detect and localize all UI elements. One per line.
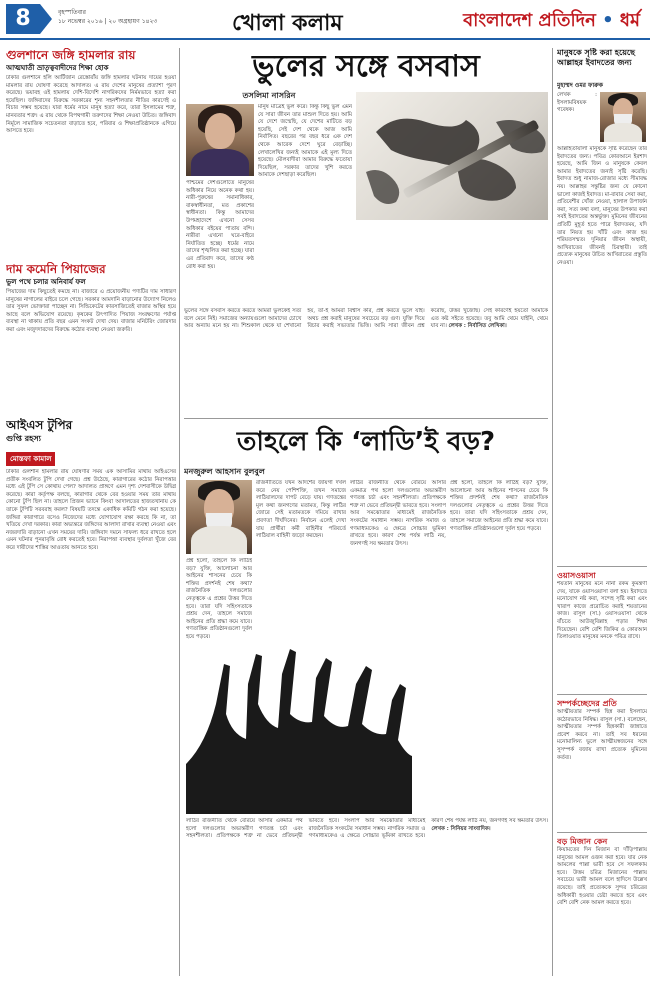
second-headline: তাহলে কি ‘লাডি’ই বড়? [236,427,496,457]
right-article-1-author: মুহাম্মদ ওমর ফারুক [557,82,603,89]
column-rule [552,48,553,976]
right-article-1-headline: মানুষকে সৃষ্টি করা হয়েছে আল্লাহর ইবাদতের জন্য [557,48,635,67]
second-author-block [184,466,304,478]
left-article-1 [6,48,176,258]
date-line [58,8,157,26]
page-header [0,0,650,40]
right-article-1-body-a [557,92,597,144]
section-title: খোলা কলাম [232,11,343,36]
main-body-2: পশ্চিমের দেশগুলোতে মানুষের অধিকার নিয়ে অনেক কথা হয়। নারী-পুরুষের সমানাধিকার, বাকস্বাধীনতা, মত প্রকাশের স্বাধীনতা। কিন্তু আমাদের উপমহাদেশে এখনো সেসব অধিকার বইয়ের পাতায় বন্দি। নারীরা এখনো ঘরে-বাইরে নির্যাতিত হচ্ছে। ধর্মের নামে তাদের শৃঙ্খলিত করা হচ্ছে। যারা এর প্রতিবাদ করে, তাদের কণ্ঠ রোধ করা হয়। [186,180,254,270]
author-portrait-icon [186,104,254,176]
arrow-right-icon [40,4,52,34]
left-article-2-subhead: ভুল পথে চলার অনিবার্য ফল [6,278,86,286]
main-author-block [184,90,354,102]
section-rule [184,418,548,419]
right-article-2-body: শয়তান মানুষের মনে নানা রকম কুমন্ত্রণা দেয়, যাকে ওয়াসওয়াসা বলা হয়। ইবাদতে মনোযোগ নষ্ট করা, সন্দেহ সৃষ্টি করা এবং খারাপ কাজে প্ররোচিত করাই শয়তানের কাজ। রাসুল (সা.) ওয়াসওয়াসা থেকে বাঁচতে আউজুবিল্লাহ পড়ার শিক্ষা দিয়েছেন। বেশি বেশি জিকির ও কোরআন তিলাওয়াত মানুষের মনকে পবিত্র রাখে। [557,581,647,641]
date-label: ১৮ নভেম্বর ২০১৬ | ২০ অগ্রহায়ণ ১৪২৩ [58,18,158,25]
masthead [463,6,640,37]
right-article-3-headline: সম্পর্কচ্ছেদের প্রতি [557,699,617,708]
column-body: ঢাকার গুলশান হামলার রায় ঘোষণার সময় এক আসামির মাথায় আইএসের প্রতীক সংবলিত টুপি দেখা গেছে। প্রশ্ন উঠেছে, কারাগারের কঠোর নিরাপত্তার মধ্যে এই টুপি সে কোথায় পেল? আদালত প্রাঙ্গণে এমন দৃশ্য দেশবাসীকে উদ্বিগ্ন করেছে। কারা কর্তৃপক্ষ বলছে, কারাগার থেকে বের হওয়ার সময় তার মাথায় কোনো টুপি ছিল না। তাহলে প্রিজন ভ্যানে কিংবা আদালতের হাজতখানায় কে তাকে টুপিটি সরবরাহ করল? বিষয়টি তদন্তে একাধিক কমিটি গঠন করা হয়েছে। জঙ্গিরা কারাগারে বসেও নিজেদের মধ্যে যোগাযোগ রক্ষা করছে কি না, তা খতিয়ে দেখা দরকার। কারা অভ্যন্তরে জঙ্গিদের আলাদা রাখার ব্যবস্থা নেওয়া এবং নজরদারি বাড়ানো এখন সময়ের দাবি। জঙ্গিবাদ দমনে সাফল্য ধরে রাখতে হলে এমন ঘটনার পুনরাবৃত্তি রোধ করতেই হবে। নিরাপত্তা ব্যবস্থার দুর্বলতা খুঁজে বের করে দায়ীদের শাস্তির আওতায় আনতে হবে। [6,469,176,551]
right-article-3 [557,698,647,828]
right-rule [557,566,647,567]
second-body-2: প্রশ্ন হলো, তাহলে কি লাঠিই বড়? যুক্তি, আলোচনা আর আইনের শাসনের চেয়ে কি শক্তির প্রদর্শনই শেষ কথা? রাজনৈতিক দলগুলোর নেতৃত্বকে এ প্রশ্নের উত্তর দিতে হবে। তারা যদি সহিংসতাকে প্রশ্রয় দেন, তাহলে সমাজে আইনের প্রতি শ্রদ্ধা কমে যাবে। গণতান্ত্রিক প্রতিষ্ঠানগুলো দুর্বল হয়ে পড়বে। [186,558,252,640]
right-article-2 [557,570,647,690]
main-body-1: মানুষ মাত্রেই ভুল করে। কিন্তু কিছু ভুল এমন যে সারা জীবন তার মাশুল দিতে হয়। আমি যে দেশে জন্মেছি, যে দেশের মাটিতে বড় হয়েছি, সেই দেশ থেকে আজ আমি নির্বাসিত। বছরের পর বছর ধরে এক দেশ থেকে আরেক দেশে ঘুরে বেড়াচ্ছি। লেখালেখির জন্যই আমাকে এই মূল্য দিতে হয়েছে। মৌলবাদীরা আমার বিরুদ্ধে ফতোয়া দিয়েছিল, সরকার তাদের খুশি করতে আমাকে দেশছাড়া করেছিল। [258,104,352,179]
right-article-3-body: আত্মীয়তার সম্পর্ক ছিন্ন করা ইসলামে কঠোরভাবে নিষিদ্ধ। রাসুল (সা.) বলেছেন, আত্মীয়তার সম্পর্ক ছিন্নকারী জান্নাতে প্রবেশ করবে না। তাই সব ধরনের মনোমালিন্য ভুলে আত্মীয়স্বজনের সঙ্গে সুসম্পর্ক বজায় রাখা প্রত্যেক মুমিনের কর্তব্য। [557,709,647,761]
left-article-2 [6,262,176,412]
right-article-4-body: কিয়ামতের দিন মিজান বা দাঁড়িপাল্লায় মানুষের আমল ওজন করা হবে। যার নেক আমলের পাল্লা ভারী হবে সে সফলকাম হবে। উত্তম চরিত্র মিজানের পাল্লায় সবচেয়ে ভারী আমল বলে হাদিসে উল্লেখ রয়েছে। তাই প্রত্যেককে সুন্দর চরিত্রের অধিকারী হওয়ার চেষ্টা করতে হবে এবং বেশি বেশি নেক আমল করতে হবে। [557,847,647,907]
column-title: আইএস টুপির [6,418,73,432]
main-signature: লেখক : নির্বাসিত লেখিকা। [448,323,507,330]
right-rule [557,832,647,833]
second-body-5-text: লাঠির রাজনীতি থেকে বেরিয়ে আসার একমাত্র পথ হলো দলগুলোর অভ্যন্তরীণ গণতন্ত্র চর্চা এবং সহনশীলতা। প্রতিপক্ষকে শত্রু না ভেবে প্রতিদ্বন্দ্বী ভাবতে হবে। সংলাপ আর সমঝোতার মাধ্যমেই রাজনৈতিক সংকটের সমাধান সম্ভব। নাগরিক সমাজ ও গণমাধ্যমকেও এ ক্ষেত্রে সোচ্চার ভূমিকা রাখতে হবে। কারণ শেষ পর্যন্ত লাঠি নয়, জনগণই সব ক্ষমতার উৎস। [186,818,548,840]
left-article-2-body: পিয়াজের দাম কিছুতেই কমছে না। বাজারে এ প্রয়োজনীয় পণ্যটির দাম সাধারণ মানুষের নাগালের বাইরে চলে গেছে। সরকার আমদানি বাড়ানোর উদ্যোগ নিলেও তার সুফল ভোক্তারা পাচ্ছেন না। সিন্ডিকেটের কারসাজিতেই বাজার অস্থির হয়ে আছে বলে অভিযোগ রয়েছে। কৃষকের উৎপাদিত পিয়াজ সংরক্ষণের পর্যাপ্ত ব্যবস্থা না থাকায় প্রতি বছর এমন সংকট দেখা দেয়। বাজার মনিটরিং জোরদার করা এবং মজুদদারদের বিরুদ্ধে কঠোর ব্যবস্থা নেওয়া জরুরি। [6,289,176,333]
author-portrait-3-icon [600,92,646,142]
right-article-2-headline: ওয়াসওয়াসা [557,571,596,580]
second-author: মনজুরুল আহসান বুলবুল [184,467,265,476]
right-article-1-body: আল্লাহতায়ালা মানুষকে সৃষ্টি করেছেন তাঁর ইবাদতের জন্য। পবিত্র কোরআনে ইরশাদ হয়েছে, আমি জিন ও মানুষকে কেবল আমার ইবাদতের জন্যই সৃষ্টি করেছি। ইবাদত শুধু নামাজ-রোজার মধ্যে সীমাবদ্ধ নয়। আল্লাহর সন্তুষ্টির জন্য যে কোনো ভালো কাজই ইবাদত। মা-বাবার সেবা করা, প্রতিবেশীর খোঁজ নেওয়া, হালাল উপার্জন করা, সত্য কথা বলা, মানুষের উপকার করা সবই ইবাদতের অন্তর্ভুক্ত। মুমিনের জীবনের প্রতিটি মুহূর্ত হতে পারে ইবাদতময়, যদি তার নিয়ত হয় খাঁটি এবং কাজ হয় শরিয়তসম্মত। দুনিয়ার জীবন অস্থায়ী, আখিরাতের জীবনই চিরস্থায়ী। তাই প্রত্যেক মানুষের উচিত আখিরাতের প্রস্তুতি নেওয়া। [557,146,647,266]
right-article-4 [557,836,647,976]
right-article-4-headline: বড় মিজান কেন [557,837,608,846]
right-article-1-headline-block [557,48,647,78]
main-body-3 [184,308,548,412]
second-body-5 [186,818,548,976]
masthead-section: ধর্ম [619,10,640,31]
right-article-1-body-a-text: লেখক : ইসলামবিষয়ক গবেষক। [557,92,597,114]
left-article-1-body: ঢাকার গুলশানে হলি আর্টিজান রেস্তোরাঁয় জঙ্গি হামলার ঘটনায় দায়ের হওয়া মামলার রায় ঘোষণা করেছে আদালত। এ রায় দেশের মানুষের প্রত্যাশা পূরণ করেছে। ভয়াবহ ওই হামলায় দেশি-বিদেশি নাগরিকদের নির্মমভাবে হত্যা করা হয়েছিল। জঙ্গিবাদের বিরুদ্ধে সরকারের শূন্য সহনশীলতার নীতির কারণেই এ বিচার সম্ভব হয়েছে। যারা ধর্মের নামে মানুষ হত্যা করে, তারা ইসলামের শত্রু, মানবতার শত্রু। এ রায় থেকে বিপথগামী তরুণদের শিক্ষা নেওয়া উচিত। জঙ্গিবাদ নির্মূলে সামাজিক সচেতনতা বাড়াতে হবে, পরিবার ও শিক্ষাপ্রতিষ্ঠানকে এগিয়ে আসতে হবে। [6,75,176,135]
left-article-1-subhead: আত্মঘাতী ভ্রাতৃত্ববাদীদের শিক্ষা হোক [6,64,109,72]
main-body-3-text: ভুলের সঙ্গে বসবাস করতে করতে আমরা ভুলকেই সত্য বলে মেনে নিই। সমাজের অন্যায়গুলো আমাদের চোখে আর অন্যায় মনে হয় না। শিশুকাল থেকে যা শেখানো হয়, তা-ই আমরা বিশ্বাস করি, প্রশ্ন করতে ভুলে যাই। অথচ প্রশ্ন করাই মানুষের সবচেয়ে বড় গুণ। যুক্তি দিয়ে বিচার করাই সভ্যতার ভিত্তি। আমি সারা জীবন প্রশ্ন করেছি, উত্তর খুঁজেছি। সেই কারণেই হয়তো আমাকে এত কষ্ট সইতে হয়েছে। তবু আমি থেমে যাইনি, থেমে যাব না। [184,308,548,330]
masthead-name: বাংলাদেশ প্রতিদিন [463,10,596,31]
second-body-4-text: প্রশ্ন হলো, তাহলে কি লাঠিই বড়? যুক্তি, আলোচনা আর আইনের শাসনের চেয়ে কি শক্তির প্রদর্শনই শেষ কথা? রাজনৈতিক দলগুলোর নেতৃত্বকে এ প্রশ্নের উত্তর দিতে হবে। তারা যদি সহিংসতাকে প্রশ্রয় দেন, তাহলে সমাজে আইনের প্রতি শ্রদ্ধা কমে যাবে। গণতান্ত্রিক প্রতিষ্ঠানগুলো দুর্বল হয়ে পড়বে। [450,480,548,532]
left-column-article [6,418,176,978]
main-author: তসলিমা নাসরিন [242,91,296,100]
masthead-separator: • [602,10,614,31]
second-body-1: রাজনীতিতে যখন আদর্শের জায়গা দখল করে নেয় পেশিশক্তি, তখন সমাজে লাঠিয়ালদের দাপট বেড়ে যায়। গণতন্ত্রের মূল কথা জনগণের মতামত, কিন্তু লাঠির জোরে সেই মতামতকে দমিয়ে রাখার প্রবণতা দীর্ঘদিনের। নির্বাচন এলেই দেখা যায় প্রার্থীরা কর্মী বাহিনীর পরিবর্তে লাঠিয়াল বাহিনী জড়ো করছেন। [256,480,346,540]
left-article-2-headline: দাম কমেনি পিয়াজের [6,262,106,276]
right-rule [557,694,647,695]
column-author: মোস্তফা কামাল [6,452,55,466]
page-number: 8 [6,4,40,34]
second-body-4 [450,480,548,814]
second-signature: লেখক : সিনিয়র সাংবাদিক। [431,825,491,832]
world-map-icon [356,92,548,220]
left-article-1-headline: গুলশানে জঙ্গি হামলার রায় [6,48,136,62]
world-map-pen-photo-icon [356,92,548,220]
author-portrait-2-icon [186,480,252,554]
second-headline-block [184,424,548,464]
main-headline: ভুলের সঙ্গে বসবাস [252,49,480,84]
column-subtitle: গুপ্তি রহস্য [6,434,41,443]
column-rule [179,48,180,976]
second-body-3: লাঠির রাজনীতি থেকে বেরিয়ে আসার একমাত্র পথ হলো দলগুলোর অভ্যন্তরীণ গণতন্ত্র চর্চা এবং সহনশীলতা। প্রতিপক্ষকে শত্রু না ভেবে প্রতিদ্বন্দ্বী ভাবতে হবে। সংলাপ আর সমঝোতার মাধ্যমেই রাজনৈতিক সংকটের সমাধান সম্ভব। নাগরিক সমাজ ও গণমাধ্যমকেও এ ক্ষেত্রে সোচ্চার ভূমিকা রাখতে হবে। কারণ শেষ পর্যন্ত লাঠি নয়, জনগণই সব ক্ষমতার উৎস। [350,480,446,547]
right-author-block [557,80,647,90]
main-headline-block [184,48,548,90]
day-label: বৃহস্পতিবার [58,9,86,16]
